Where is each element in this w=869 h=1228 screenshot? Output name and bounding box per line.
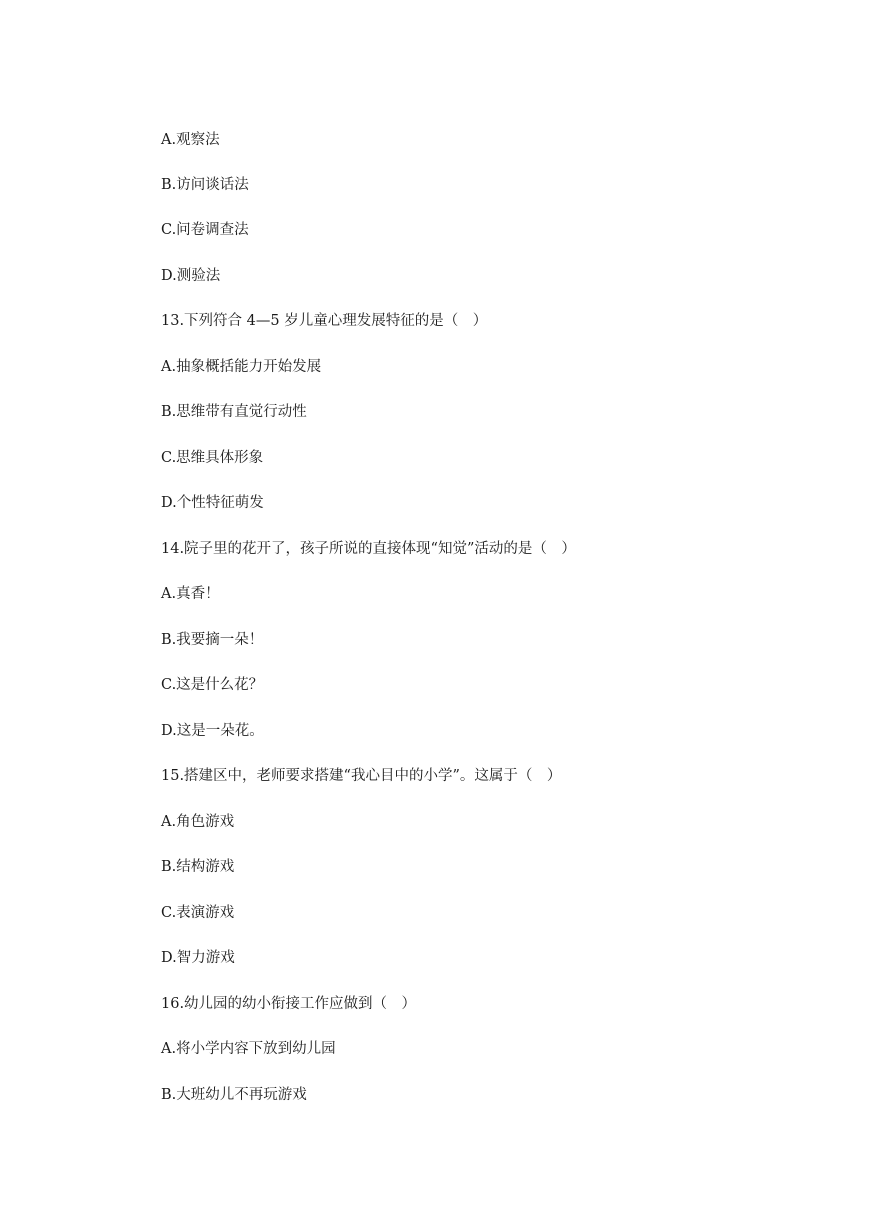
question-13: 13.下列符合 4—5 岁儿童心理发展特征的是（ ）	[161, 313, 488, 329]
option-a-q15: A.角色游戏	[161, 814, 235, 830]
option-c-q14: C.这是什么花？	[161, 677, 264, 693]
option-c-q15: C.表演游戏	[161, 905, 235, 921]
question-14: 14.院子里的花开了，孩子所说的直接体现“知觉”活动的是（ ）	[161, 541, 576, 557]
option-d-q14: D.这是一朵花。	[161, 723, 264, 739]
option-b-q13: B.思维带有直觉行动性	[161, 404, 307, 420]
question-16: 16.幼儿园的幼小衔接工作应做到（ ）	[161, 996, 417, 1012]
option-a-q16: A.将小学内容下放到幼儿园	[161, 1041, 336, 1057]
option-b-q15: B.结构游戏	[161, 859, 235, 875]
option-b-q16: B.大班幼儿不再玩游戏	[161, 1087, 307, 1103]
option-d-q13: D.个性特征萌发	[161, 495, 264, 511]
option-c-q12: C.问卷调查法	[161, 222, 249, 238]
option-a-q14: A.真香！	[161, 586, 220, 602]
option-b-q12: B.访问谈话法	[161, 177, 249, 193]
option-d-q12: D.测验法	[161, 268, 221, 284]
option-a-q12: A.观察法	[161, 132, 220, 148]
question-15: 15.搭建区中，老师要求搭建“我心目中的小学”。这属于（ ）	[161, 768, 562, 784]
option-b-q14: B.我要摘一朵！	[161, 632, 264, 648]
option-a-q13: A.抽象概括能力开始发展	[161, 359, 322, 375]
option-c-q13: C.思维具体形象	[161, 450, 264, 466]
option-d-q15: D.智力游戏	[161, 950, 235, 966]
